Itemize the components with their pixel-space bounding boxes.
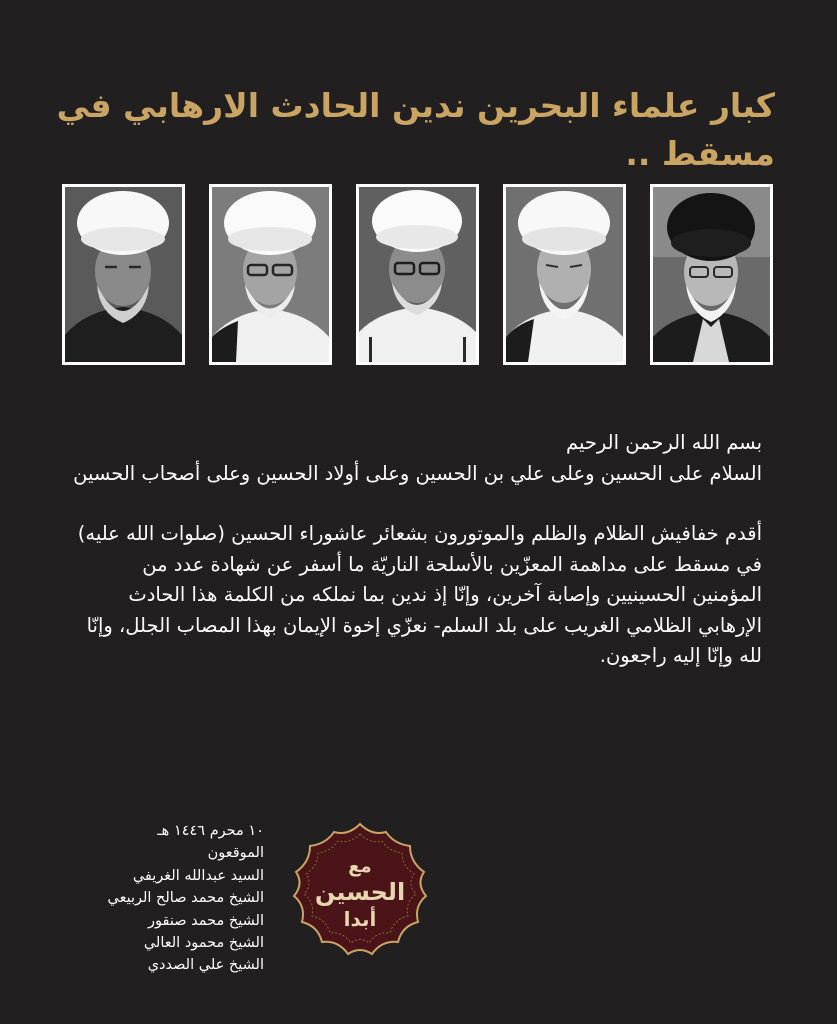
- statement-text: [72, 428, 762, 672]
- logo-text-3: أبدا: [343, 907, 377, 931]
- scholar-photo-2: [503, 184, 626, 365]
- signatory-name: الشيخ علي الصددي: [147, 957, 264, 974]
- campaign-logo: [290, 822, 430, 964]
- date-line: ١٠ محرم ١٤٤٦ هـ: [157, 823, 264, 839]
- signatories-heading: الموقعون: [207, 845, 264, 862]
- scholar-photo-4: [209, 184, 332, 365]
- page-title: كبار علماء البحرين ندين الحادث الارهابي في مسقط ..: [56, 86, 775, 173]
- basmala: بسم الله الرحمن الرحيم: [566, 431, 762, 454]
- scholar-photo-5: [62, 184, 185, 365]
- scholar-photo-1: [650, 184, 773, 365]
- logo-text-2: الحسين: [314, 878, 406, 906]
- signatory-name: الشيخ محمد صنقور: [148, 912, 264, 929]
- signatory-name: الشيخ محمود العالي: [143, 935, 264, 952]
- salutation: السلام على الحسين وعلى علي بن الحسين وعلى أولاد الحسين وعلى أصحاب الحسين: [73, 461, 762, 485]
- signatory-name: الشيخ محمد صالح الربيعي: [107, 890, 264, 907]
- signatories-block: [24, 820, 264, 977]
- statement-body: أقدم خفافيش الظلام والظلم والموتورون بشعائر عاشوراء الحسين (صلوات الله عليه) في مسقط على مداهمة المعزّين بالأسلحة الناريّة ما أسفر عن شهادة عدد من المؤمنين الحسينيين وإصابة آخرين، وإنّا إذ ندين بما نملكه من الكلمة هذا الحادث الإرهابي الظلامي الغريب على بلد السلم- نعزّي إخوة الإيمان بهذا المصاب الجلل، وإنّا لله وإنّا إليه راجعون.: [77, 522, 762, 667]
- signatory-name: السيد عبدالله الغريفي: [132, 867, 264, 884]
- scholar-photo-3: [356, 184, 479, 365]
- logo-text-1: مع: [348, 856, 372, 877]
- scholars-photo-row: [62, 184, 775, 365]
